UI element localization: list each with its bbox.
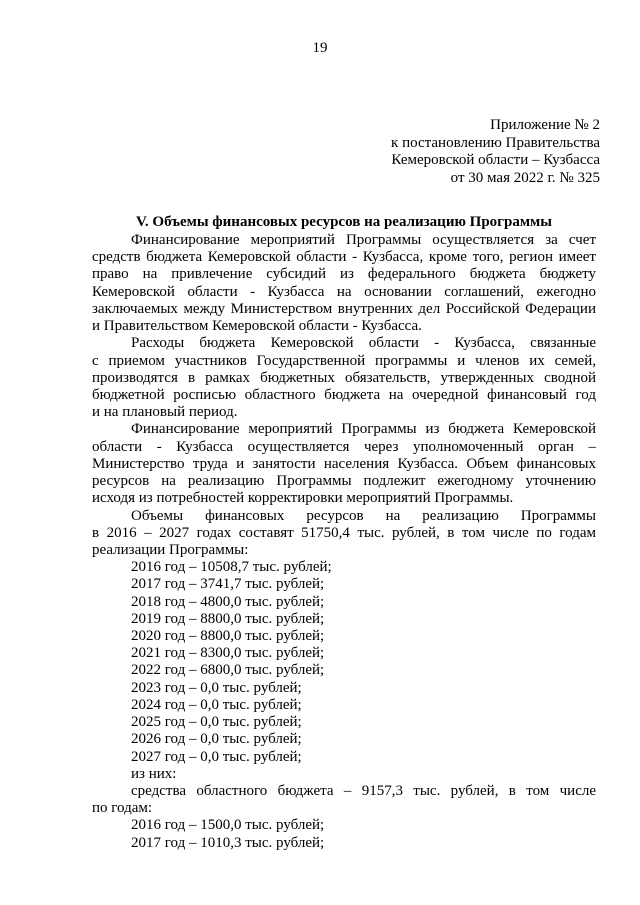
year-amount-line: 2025 год – 0,0 тыс. рублей; bbox=[131, 714, 302, 731]
year-amount-line: 2017 год – 1010,3 тыс. рублей; bbox=[131, 834, 325, 851]
text-line: Объемы финансовых ресурсов на реализацию Программы bbox=[131, 507, 596, 524]
text-line: исходя из потребностей корректировки мероприятий Программы. bbox=[92, 490, 514, 507]
appendix-line: от 30 мая 2022 г. № 325 bbox=[450, 169, 600, 186]
year-amount-line: 2023 год – 0,0 тыс. рублей; bbox=[131, 679, 302, 696]
appendix-line: к постановлению Правительства bbox=[391, 134, 600, 151]
year-amount-line: 2019 год – 8800,0 тыс. рублей; bbox=[131, 610, 325, 627]
appendix-line: Приложение № 2 bbox=[490, 117, 600, 133]
year-amount-line: 2027 год – 0,0 тыс. рублей; bbox=[131, 748, 302, 765]
year-amount-line: 2016 год – 1500,0 тыс. рублей; bbox=[131, 817, 325, 834]
year-amount-line: 2016 год – 10508,7 тыс. рублей; bbox=[131, 559, 332, 576]
text-line: и Правительством Кемеровской области - Кузбасса. bbox=[92, 318, 422, 335]
text-line: Финансирование мероприятий Программы осуществляется за счет bbox=[131, 232, 596, 248]
text-line: бюджетной росписью областного бюджета на очередной финансовый год bbox=[92, 386, 596, 403]
text-line: средства областного бюджета – 9157,3 тыс. рублей, в том числе bbox=[131, 783, 596, 799]
appendix-header bbox=[391, 117, 600, 187]
text-line: Расходы бюджета Кемеровской области - Кузбасса, связанные bbox=[131, 335, 596, 352]
text-line: по годам: bbox=[92, 800, 153, 817]
text-line: Министерство труда и занятости населения Кузбасса. Объем финансовых bbox=[92, 455, 596, 472]
text-line: с приемом участников Государственной программы и членов их семей, bbox=[92, 352, 596, 369]
text-line: заключаемых между Министерством внутренних дел Российской Федерации bbox=[92, 300, 596, 317]
year-amount-line: 2026 год – 0,0 тыс. рублей; bbox=[131, 731, 302, 748]
page-number: 19 bbox=[312, 40, 328, 56]
text-line: Кемеровской области - Кузбасса на основании соглашений, ежегодно bbox=[92, 283, 596, 300]
text-line: ресурсов на реализацию Программы подлежит ежегодному уточнению bbox=[92, 473, 596, 490]
year-amount-line: 2017 год – 3741,7 тыс. рублей; bbox=[131, 576, 325, 593]
year-amount-line: 2020 год – 8800,0 тыс. рублей; bbox=[131, 628, 325, 645]
text-line: из них: bbox=[131, 765, 177, 782]
section-title: V. Объемы финансовых ресурсов на реализацию Программы bbox=[136, 214, 552, 230]
text-line: в 2016 – 2027 годах составят 51750,4 тыс. рублей, в том числе по годам bbox=[92, 524, 596, 541]
document-body bbox=[92, 232, 596, 852]
year-amount-line: 2018 год – 4800,0 тыс. рублей; bbox=[131, 593, 325, 610]
text-line: средств бюджета Кемеровской области - Кузбасса, кроме того, регион имеет bbox=[92, 249, 596, 266]
year-amount-line: 2022 год – 6800,0 тыс. рублей; bbox=[131, 662, 325, 679]
year-amount-line: 2021 год – 8300,0 тыс. рублей; bbox=[131, 645, 325, 662]
text-line: реализации Программы: bbox=[92, 541, 249, 558]
appendix-line: Кемеровской области – Кузбасса bbox=[391, 152, 600, 168]
text-line: право на привлечение субсидий из федерального бюджета бюджету bbox=[92, 266, 596, 283]
text-line: и на плановый период. bbox=[92, 404, 238, 421]
year-amount-line: 2024 год – 0,0 тыс. рублей; bbox=[131, 696, 302, 713]
text-line: Финансирование мероприятий Программы из бюджета Кемеровской bbox=[131, 421, 596, 438]
text-line: области - Кузбасса осуществляется через уполномоченный орган – bbox=[92, 438, 596, 455]
text-line: производятся в рамках бюджетных обязательств, утвержденных сводной bbox=[92, 369, 596, 386]
